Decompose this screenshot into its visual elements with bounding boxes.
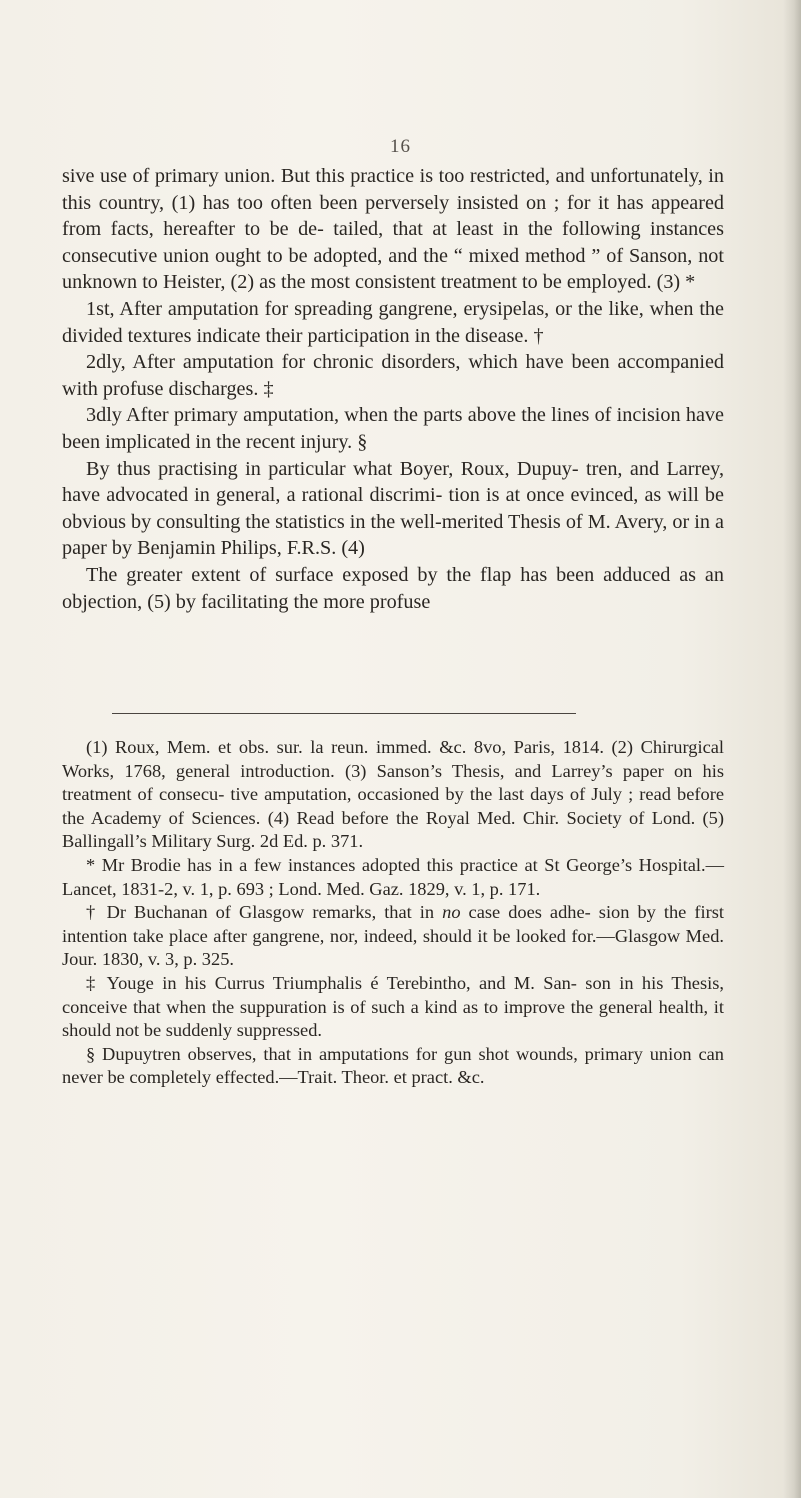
footnote-dagger xyxy=(62,901,724,972)
paragraph-second-case: 2dly, After amputation for chronic disorders, which have been accompanied with profuse discharges. ‡ xyxy=(62,351,724,400)
paragraph-continuation: sive use of primary union. But this practice is too restricted, and unfortunately, in this country, (1) has too often been perversely insisted on ; for it has appeared from facts, hereafter to be de- tailed, that at least in the following instances consecutive union ought to be adopted, and the “ mixed method ” of Sanson, not unknown to Heister, (2) as the most consistent treatment to be employed. (3) * xyxy=(62,165,724,294)
page-edge-shadow xyxy=(783,0,801,1498)
footnote-double-dagger: ‡ Youge in his Currus Triumphalis é Terebintho, and M. San- son in his Thesis, conceive that when the suppuration is of such a kind as to improve the general health, it should not be suddenly suppressed. xyxy=(62,972,724,1041)
footnote-numbered-references: (1) Roux, Mem. et obs. sur. la reun. immed. &c. 8vo, Paris, 1814. (2) Chirurgical Works, 1768, general introduction. (3) Sanson’s Thesis, and Larrey’s paper on his treatment of consecu- tive amputation, occasioned by the last days of July ; read before the Academy of Sciences. (4) Read before the Royal Med. Chir. Society of Lond. (5) Ballingall’s Military Surg. 2d Ed. p. 371. xyxy=(62,737,724,852)
paragraph-discrimination: By thus practising in particular what Boyer, Roux, Dupuy- tren, and Larrey, have advocated in general, a rational discrimi- tion is at once evinced, as will be obvious by consulting the statistics in the well-merited Thesis of M. Avery, or in a paper by Benjamin Philips, F.R.S. (4) xyxy=(62,457,724,560)
footnote-dagger-text-end: case does adhe- sion by the first intention take place after gangrene, nor, indeed, should it be looked for.—Glasgow Med. Jour. 1830, v. 3, p. 325. xyxy=(62,902,724,970)
footnotes xyxy=(62,736,724,1090)
footnote-dagger-emphasis: no xyxy=(442,902,461,923)
main-text xyxy=(62,163,724,615)
footnote-divider xyxy=(112,713,576,714)
paragraph-third-case: 3dly After primary amputation, when the parts above the lines of incision have been implicated in the recent injury. § xyxy=(62,404,724,453)
paragraph-flap-objection: The greater extent of surface exposed by the flap has been adduced as an objection, (5) by facilitating the more profuse xyxy=(62,563,724,613)
footnote-section: § Dupuytren observes, that in amputations for gun shot wounds, primary union can never be completely effected.—Trait. Theor. et pract. &c. xyxy=(62,1043,724,1088)
paragraph-first-case: 1st, After amputation for spreading gangrene, erysipelas, or the like, when the divided textures indicate their participation in the disease. † xyxy=(62,297,724,347)
page-number: 16 xyxy=(390,136,411,157)
footnote-dagger-text-start: † Dr Buchanan of Glasgow remarks, that in xyxy=(86,902,443,923)
footnote-asterisk: * Mr Brodie has in a few instances adopted this practice at St George’s Hospital.—Lancet, 1831-2, v. 1, p. 693 ; Lond. Med. Gaz. 1829, v. 1, p. 171. xyxy=(62,854,724,899)
